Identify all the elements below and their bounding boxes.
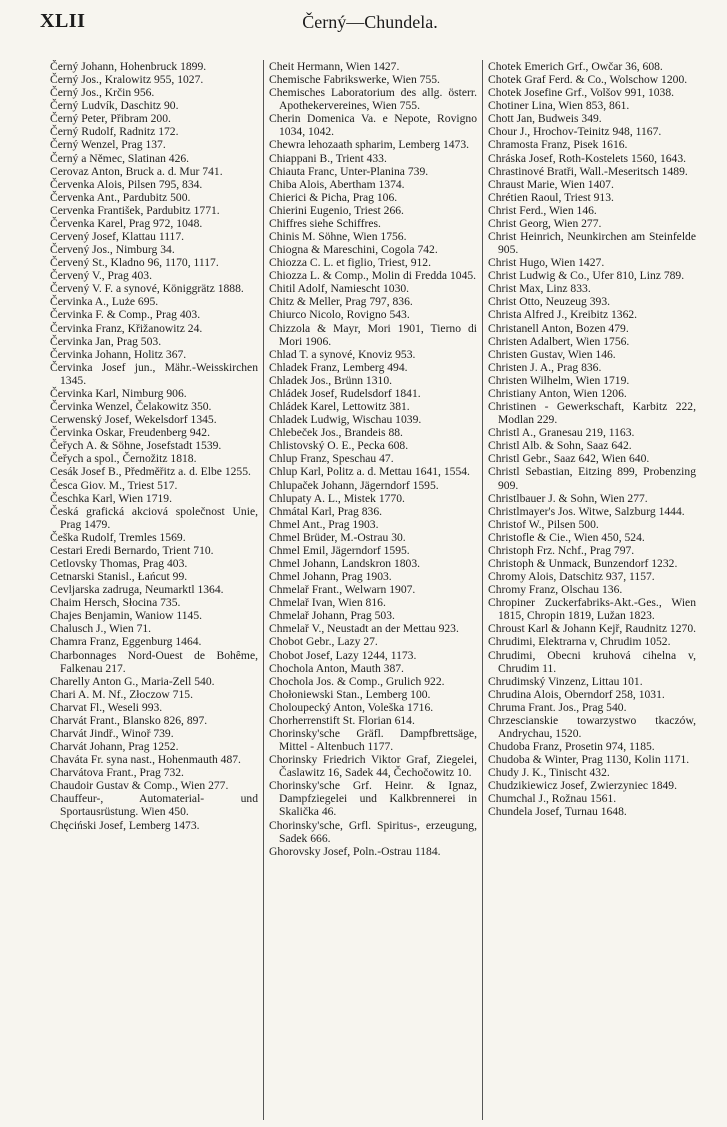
directory-entry: Chotek Graf Ferd. & Co., Wolschow 1200.: [488, 73, 688, 87]
directory-entry: Charelly Anton G., Maria-Zell 540.: [50, 674, 215, 688]
directory-entry: Černý Johann, Hohenbruck 1899.: [50, 60, 207, 73]
directory-entry: Chrétien Raoul, Triest 913.: [488, 190, 614, 204]
directory-entry: Chlad T. a synové, Knoviz 953.: [269, 347, 416, 361]
directory-entry: Chiozza C. L. et figlio, Triest, 912.: [269, 256, 431, 270]
directory-entry: Chorinsky'sche Gräfl. Dampfbrettsäge, Mittel - Altenbuch 1177.: [269, 726, 477, 754]
directory-entry: Chmelař Johann, Prag 503.: [269, 609, 395, 623]
directory-entry: Chmelař V., Neustadt an der Mettau 923.: [269, 622, 459, 636]
directory-entry: Charbonnages Nord-Ouest de Bohême, Falkenau 217.: [50, 648, 258, 675]
directory-entry: Červinka Franz, Křižanowitz 24.: [50, 321, 203, 335]
directory-entry: Chmel Johann, Prag 1903.: [269, 570, 392, 584]
directory-entry: Christoph Frz. Nchf., Prag 797.: [488, 543, 635, 557]
directory-entry: Christen Gustav, Wien 146.: [488, 347, 616, 361]
directory-entry: Chaudoir Gustav & Comp., Wien 277.: [50, 779, 229, 793]
directory-entry: Chropiner Zuckerfabriks-Akt.-Ges., Wien 1815, Chropin 1819, Lužan 1823.: [488, 596, 696, 623]
directory-entry: Červinka Johann, Holitz 367.: [50, 347, 187, 361]
directory-entry: Chmátal Karl, Prag 836.: [269, 504, 383, 518]
directory-entry: Černý Jos., Kralowitz 955, 1027.: [50, 73, 204, 87]
directory-entry: Chudoba Franz, Prosetin 974, 1185.: [488, 740, 655, 754]
directory-entry: Chochola Jos. & Comp., Grulich 922.: [269, 674, 445, 688]
directory-entry: Charvát Johann, Prag 1252.: [50, 740, 179, 754]
directory-entry: Černý a Němec, Slatinan 426.: [50, 151, 190, 165]
directory-entry: Červený V., Prag 403.: [50, 269, 152, 283]
directory-entry: Chaim Hersch, Słocina 735.: [50, 596, 181, 610]
directory-entry: Christanell Anton, Bozen 479.: [488, 321, 629, 335]
directory-entry: Chromy Alois, Datschitz 937, 1157.: [488, 570, 655, 584]
directory-entry: Charvat Fl., Weseli 993.: [50, 700, 163, 714]
directory-entry: Červinka Josef jun., Mähr.-Weisskirchen 1345.: [50, 360, 258, 387]
directory-entry: Chlup Franz, Speschau 47.: [269, 452, 394, 466]
directory-entry: Chorinsky Friedrich Viktor Graf, Ziegelei, Časlawitz 16, Sadek 44, Čechočowitz 10.: [269, 753, 477, 780]
directory-entry: Chrzescianskie towarzystwo tkaczów, Andrychau, 1520.: [488, 713, 696, 740]
directory-entry: Christl Sebastian, Eitzing 899, Probenzing 909.: [488, 465, 696, 492]
directory-entry: Chobot Gebr., Lazy 27.: [269, 635, 378, 649]
directory-entry: Cetlovsky Thomas, Prag 403.: [50, 556, 188, 570]
directory-entry: Cerwenský Josef, Wekelsdorf 1345.: [50, 413, 217, 427]
directory-entry: Chotiner Lina, Wien 853, 861.: [488, 99, 630, 113]
directory-entry: Chott Jan, Budweis 349.: [488, 112, 602, 126]
directory-entry: Chemische Fabrikswerke, Wien 755.: [269, 73, 440, 87]
directory-entry: Chorherrenstift St. Florian 614.: [269, 713, 415, 727]
directory-entry: Chmel Brüder, M.-Ostrau 30.: [269, 530, 406, 544]
directory-entry: Charvát Frant., Blansko 826, 897.: [50, 713, 208, 727]
directory-entry: Chizzola & Mayr, Mori 1901, Tierno di Mori 1906.: [269, 321, 477, 348]
directory-entry: Chiba Alois, Abertham 1374.: [269, 177, 405, 191]
directory-entry: Čeřych a spol., Černožitz 1818.: [50, 452, 197, 466]
directory-entry: Chmel Johann, Landskron 1803.: [269, 556, 421, 570]
directory-entry: Christoph & Unmack, Bunzendorf 1232.: [488, 556, 678, 570]
directory-entry: Christlbauer J. & Sohn, Wien 277.: [488, 491, 648, 505]
directory-entry: Christa Alfred J., Kreibitz 1362.: [488, 308, 638, 322]
directory-entry: Charvátova Frant., Prag 732.: [50, 766, 184, 780]
directory-entry: Cetnarski Stanisl., Łańcut 99.: [50, 570, 188, 584]
directory-entry: Chroust Karl & Johann Kejř, Raudnitz 1270.: [488, 622, 697, 636]
directory-entry: Chotek Emerich Grf., Owčar 36, 608.: [488, 60, 663, 73]
directory-entry: Chrudimi, Obecni kruhová cihelna v, Chrudim 11.: [488, 648, 696, 675]
directory-entry: Cevljarska zadruga, Neumarktl 1364.: [50, 583, 224, 597]
directory-entry: Chitil Adolf, Namiescht 1030.: [269, 282, 410, 296]
directory-columns: [45, 60, 711, 1120]
directory-entry: Chudzikiewicz Josef, Zwierzyniec 1849.: [488, 779, 677, 793]
directory-entry: Chierini Eugenio, Triest 266.: [269, 203, 404, 217]
directory-entry: Chiozza L. & Comp., Molin di Fredda 1045.: [269, 269, 477, 283]
column-middle: [263, 60, 482, 1120]
directory-entry: Charvát Jindř., Winoř 739.: [50, 726, 174, 740]
directory-entry: Chráska Josef, Roth-Kostelets 1560, 1643.: [488, 151, 687, 165]
directory-entry: Christ Otto, Neuzeug 393.: [488, 295, 611, 309]
directory-entry: Červinka A., Luże 695.: [50, 295, 159, 309]
directory-entry: Chmel Ant., Prag 1903.: [269, 517, 379, 531]
directory-entry: Cestari Eredi Bernardo, Trient 710.: [50, 543, 214, 557]
directory-entry: Černý Ludvík, Daschitz 90.: [50, 99, 179, 113]
directory-entry: Černý Rudolf, Radnitz 172.: [50, 125, 179, 139]
directory-entry: Chmelař Frant., Welwarn 1907.: [269, 583, 416, 597]
directory-entry: Červinka Oskar, Freudenberg 942.: [50, 426, 210, 440]
directory-entry: Chmel Emil, Jägerndorf 1595.: [269, 543, 410, 557]
directory-entry: Chlistovský O. E., Pecka 608.: [269, 439, 409, 453]
directory-entry: Chmelař Ivan, Wien 816.: [269, 596, 386, 610]
directory-entry: Christ Heinrich, Neunkirchen am Steinfelde 905.: [488, 230, 696, 257]
page-number: XLII: [40, 10, 86, 32]
directory-entry: Chramosta Franz, Pisek 1616.: [488, 138, 628, 152]
directory-entry: Cervený Josef, Klattau 1117.: [50, 230, 185, 244]
directory-entry: Chaváta Fr. syna nast., Hohenmauth 487.: [50, 753, 241, 767]
directory-entry: Christl Alb. & Sohn, Saaz 642.: [488, 439, 632, 453]
directory-entry: Chruma Frant. Jos., Prag 540.: [488, 700, 627, 714]
directory-entry: Chlupaty A. L., Mistek 1770.: [269, 491, 405, 505]
directory-entry: Cesák Josef B., Předměřitz a. d. Elbe 1255.: [50, 465, 251, 479]
directory-entry: Chinis M. Söhne, Wien 1756.: [269, 230, 407, 244]
directory-entry: Češka Rudolf, Tremles 1569.: [50, 530, 186, 544]
directory-entry: Chochola Anton, Mauth 387.: [269, 661, 404, 675]
directory-entry: Chalusch J., Wien 71.: [50, 622, 152, 636]
directory-entry: Chewra lehozaath spharim, Lemberg 1473.: [269, 138, 470, 152]
directory-entry: Česká grafická akciová společnost Unie, Prag 1479.: [50, 504, 258, 531]
directory-entry: Chiappani B., Trient 433.: [269, 151, 387, 165]
directory-entry: Chumchal J., Rožnau 1561.: [488, 792, 617, 806]
directory-entry: Chajes Benjamin, Waniow 1145.: [50, 609, 203, 623]
directory-entry: Chęciński Josef, Lemberg 1473.: [50, 818, 200, 832]
directory-entry: Ghorovsky Josef, Poln.-Ostrau 1184.: [269, 844, 441, 858]
directory-entry: Christiany Anton, Wien 1206.: [488, 386, 627, 400]
directory-entry: Christinen - Gewerkschaft, Karbitz 222, Modlan 229.: [488, 400, 696, 427]
directory-entry: Chlebeček Jos., Brandeis 88.: [269, 426, 403, 440]
directory-entry: Chorinsky'sche Grf. Heinr. & Ignaz, Dampfziegelei und Kalkbrennerei in Skalička 46.: [269, 779, 477, 819]
directory-entry: Chitz & Meller, Prag 797, 836.: [269, 295, 413, 309]
directory-entry: Černý Peter, Přibram 200.: [50, 112, 171, 126]
directory-entry: Červený Jos., Nimburg 34.: [50, 243, 175, 257]
directory-entry: Chlup Karl, Politz a. d. Mettau 1641, 1554.: [269, 465, 470, 479]
directory-entry: Chladek Jos., Brünn 1310.: [269, 373, 393, 387]
directory-entry: Chiauta Franc, Unter-Planina 739.: [269, 164, 429, 178]
directory-entry: Chládek Karel, Lettowitz 381.: [269, 400, 410, 414]
directory-entry: Chotek Josefine Grf., Volšov 991, 1038.: [488, 86, 675, 100]
directory-entry: Červenka Karel, Prag 972, 1048.: [50, 216, 203, 230]
directory-entry: Christen Wilhelm, Wien 1719.: [488, 373, 630, 387]
directory-entry: Chiogna & Mareschini, Cogola 742.: [269, 243, 438, 257]
directory-entry: Červenka Ant., Pardubitz 500.: [50, 190, 191, 204]
directory-entry: Cervenka František, Pardubitz 1771.: [50, 203, 220, 217]
directory-entry: Choloupecký Anton, Voleška 1716.: [269, 700, 434, 714]
directory-entry: Chrastinové Bratři, Wall.-Meseritsch 1489.: [488, 164, 688, 178]
directory-entry: Chladek Franz, Lemberg 494.: [269, 360, 408, 374]
directory-entry: Chiffres siehe Schiffres.: [269, 216, 381, 230]
directory-entry: Chołoniewski Stan., Lemberg 100.: [269, 687, 431, 701]
directory-entry: Chorinsky'sche, Grfl. Spiritus-, erzeugung, Sadek 666.: [269, 818, 477, 845]
directory-entry: Česca Giov. M., Triest 517.: [50, 478, 178, 492]
directory-entry: Červinka Karl, Nimburg 906.: [50, 386, 187, 400]
page-header: [40, 10, 700, 42]
directory-entry: Cerovaz Anton, Bruck a. d. Mur 741.: [50, 164, 223, 178]
directory-entry: Christ Max, Linz 833.: [488, 282, 591, 296]
directory-entry: Christl Gebr., Saaz 642, Wien 640.: [488, 452, 650, 466]
directory-entry: Christen Adalbert, Wien 1756.: [488, 334, 630, 348]
directory-entry: Červenka Alois, Pilsen 795, 834.: [50, 177, 203, 191]
directory-entry: Chladek Ludwig, Wischau 1039.: [269, 413, 422, 427]
directory-entry: Chlupaček Johann, Jägerndorf 1595.: [269, 478, 439, 492]
directory-entry: Červinka Wenzel, Čelakowitz 350.: [50, 400, 212, 414]
directory-entry: Červený V. F. a synové, Königgrätz 1888.: [50, 282, 244, 296]
directory-entry: Christlmayer's Jos. Witwe, Salzburg 1444.: [488, 504, 685, 518]
directory-entry: Chraust Marie, Wien 1407.: [488, 177, 614, 191]
directory-entry: Christ Ferd., Wien 146.: [488, 203, 597, 217]
directory-entry: Chemisches Laboratorium des allg. österr. Apothekervereines, Wien 755.: [269, 86, 477, 113]
directory-entry: Chudy J. K., Tinischt 432.: [488, 766, 610, 780]
directory-entry: Chrudina Alois, Oberndorf 258, 1031.: [488, 687, 665, 701]
directory-entry: Cherin Domenica Va. e Nepote, Rovigno 1034, 1042.: [269, 112, 477, 139]
directory-entry: Chamra Franz, Eggenburg 1464.: [50, 635, 202, 649]
directory-entry: Chrudimský Vinzenz, Littau 101.: [488, 674, 643, 688]
directory-entry: Červený St., Kladno 96, 1170, 1117.: [50, 256, 219, 270]
directory-entry: Cheit Hermann, Wien 1427.: [269, 60, 400, 73]
directory-entry: Christofle & Cie., Wien 450, 524.: [488, 530, 645, 544]
directory-entry: Červinka F. & Comp., Prag 403.: [50, 308, 201, 322]
directory-entry: Černý Wenzel, Prag 137.: [50, 138, 166, 152]
running-head: Černý—Chundela.: [302, 12, 438, 32]
directory-entry: Černý Jos., Krčin 956.: [50, 86, 155, 100]
directory-entry: Christl A., Granesau 219, 1163.: [488, 426, 635, 440]
directory-entry: Christ Ludwig & Co., Ufer 810, Linz 789.: [488, 269, 685, 283]
column-left: [45, 60, 263, 1120]
directory-entry: Česchka Karl, Wien 1719.: [50, 491, 172, 505]
directory-entry: Chromy Franz, Olschau 136.: [488, 583, 623, 597]
directory-entry: Chobot Josef, Lazy 1244, 1173.: [269, 648, 417, 662]
directory-entry: Chrudimi, Elektrarna v, Chrudim 1052.: [488, 635, 671, 649]
directory-entry: Červinka Jan, Prag 503.: [50, 334, 162, 348]
column-right: [482, 60, 701, 1120]
directory-entry: Chládek Josef, Rudelsdorf 1841.: [269, 386, 421, 400]
directory-entry: Christof W., Pilsen 500.: [488, 517, 599, 531]
directory-entry: Chundela Josef, Turnau 1648.: [488, 805, 627, 819]
directory-entry: Chiurco Nicolo, Rovigno 543.: [269, 308, 410, 322]
directory-entry: Chour J., Hrochov-Teinitz 948, 1167.: [488, 125, 662, 139]
directory-entry: Chauffeur-, Automaterial- und Sportausrüstung. Wien 450.: [50, 792, 258, 819]
directory-entry: Chierici & Picha, Prag 106.: [269, 190, 398, 204]
directory-entry: Christ Hugo, Wien 1427.: [488, 256, 605, 270]
directory-entry: Christen J. A., Prag 836.: [488, 360, 602, 374]
directory-entry: Chari A. M. Nf., Złoczow 715.: [50, 687, 193, 701]
directory-entry: Čeřych A. & Söhne, Josefstadt 1539.: [50, 439, 222, 453]
directory-entry: Chudoba & Winter, Prag 1130, Kolin 1171.: [488, 753, 690, 767]
directory-entry: Christ Georg, Wien 277.: [488, 216, 602, 230]
